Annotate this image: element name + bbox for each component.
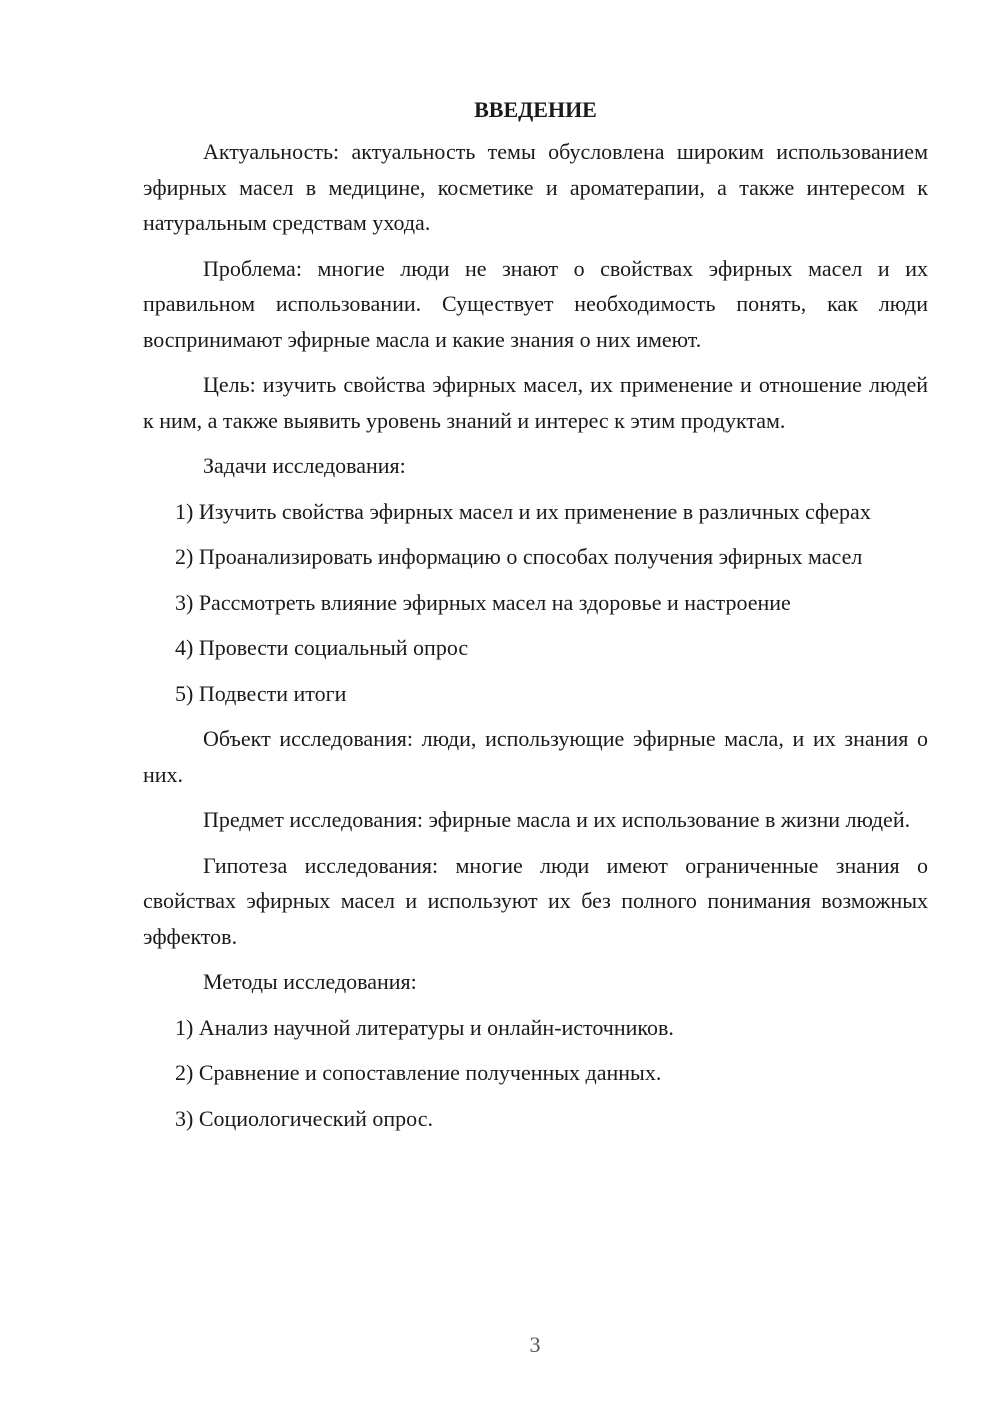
methods-heading: Методы исследования: bbox=[203, 969, 417, 994]
paragraph-goal: Цель: изучить свойства эфирных масел, их применение и отношение людей к ним, а также выявить уровень знаний и интерес к этим продуктам. bbox=[143, 372, 928, 433]
paragraph-problem: Проблема: многие люди не знают о свойствах эфирных масел и их правильном использовании. Существует необходимость понять, как люди воспринимают эфирные масла и какие знания о них имеют. bbox=[143, 255, 928, 352]
task-item-2: 2) Проанализировать информацию о способах получения эфирных масел bbox=[175, 544, 863, 569]
method-item-1: 1) Анализ научной литературы и онлайн-источников. bbox=[175, 1014, 674, 1040]
page-content bbox=[143, 92, 928, 1146]
method-item-3: 3) Социологический опрос. bbox=[175, 1105, 433, 1131]
tasks-heading: Задачи исследования: bbox=[203, 453, 406, 478]
paragraph-relevance: Актуальность: актуальность темы обусловлена широким использованием эфирных масел в медицине, косметике и ароматерапии, а также интересом к натуральным средствам ухода. bbox=[143, 139, 928, 235]
task-item-5: 5) Подвести итоги bbox=[175, 680, 347, 706]
task-item-1: 1) Изучить свойства эфирных масел и их применение в различных сферах bbox=[175, 498, 871, 524]
section-title: ВВЕДЕНИЕ bbox=[474, 97, 597, 122]
paragraph-object: Объект исследования: люди, использующие эфирные масла, и их знания о них. bbox=[143, 726, 928, 787]
task-item-4: 4) Провести социальный опрос bbox=[175, 635, 469, 660]
method-item-2: 2) Сравнение и сопоставление полученных данных. bbox=[175, 1060, 662, 1085]
paragraph-subject: Предмет исследования: эфирные масла и их использование в жизни людей. bbox=[203, 807, 911, 832]
page-number: 3 bbox=[529, 1332, 541, 1357]
task-item-3: 3) Рассмотреть влияние эфирных масел на здоровье и настроение bbox=[175, 589, 791, 615]
paragraph-hypothesis: Гипотеза исследования: многие люди имеют ограниченные знания о свойствах эфирных масел и используют их без полного понимания возможных эффектов. bbox=[143, 852, 928, 949]
